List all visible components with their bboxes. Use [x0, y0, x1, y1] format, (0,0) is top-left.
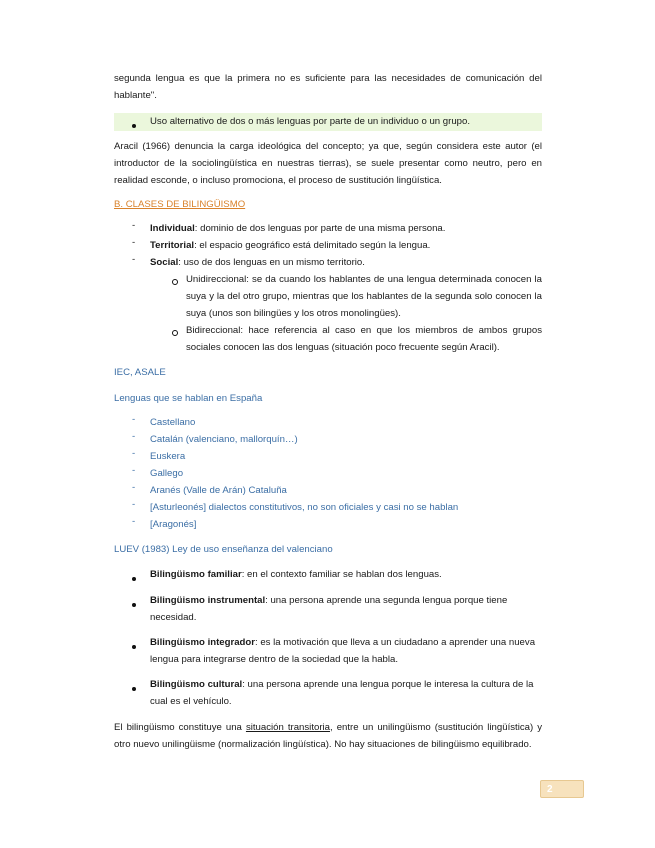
tipo-term: Bilingüismo integrador — [150, 637, 256, 648]
highlighted-bullet-text: Uso alternativo de dos o más lenguas por parte de un individuo o un grupo. — [150, 116, 470, 127]
clase-term: Territorial — [150, 240, 195, 251]
iec-label: IEC, ASALE — [114, 367, 166, 378]
tipo-desc: : es la motivación que lleva a un ciudadano a aprender una nueva lengua para integrarse dentro de la sociedad que la habla. — [150, 637, 536, 665]
bullet-dot-icon — [132, 120, 136, 131]
clase-desc: : el espacio geográfico está delimitado según la lengua. — [194, 240, 431, 251]
tipo-term: Bilingüismo instrumental — [150, 595, 266, 606]
circle-bullet-icon — [172, 328, 178, 339]
tipo-desc: : una persona aprende una segunda lengua porque tiene necesidad. — [150, 595, 508, 623]
page-number-badge: 2 — [540, 780, 584, 798]
situacion-transitoria-text: situación transitoria — [245, 722, 330, 733]
bullet-dot-icon — [132, 573, 136, 584]
aracil-paragraph: Aracil (1966) denuncia la carga ideológica del concepto; ya que, según considera este autor (el introductor de la sociolingüística en nuestras tierras), se suele presentar como neutro, pero en realidad esconde, o incluso promociona, el proceso de sustitución lingüística. — [114, 141, 542, 186]
lenguas-heading: Lenguas que se hablan en España — [114, 393, 263, 404]
tipo-desc: : una persona aprende una lengua porque le interesa la cultura de la cual es el vehículo. — [150, 679, 534, 707]
final-paragraph: El bilingüismo constituye una situación transitoria, entre un unilingüismo (sustitución lingüística) y otro nuevo unilingüisme (normalización lingüística). No hay situaciones de bilingüismo equilibrado. — [114, 722, 543, 750]
clase-term: Individual — [150, 223, 195, 234]
dash-marker: - — [132, 254, 136, 265]
tipo-desc: : en el contexto familiar se hablan dos lenguas. — [241, 569, 442, 580]
tipo-term: Bilingüismo familiar — [150, 569, 242, 580]
bullet-dot-icon — [132, 599, 136, 610]
intro-paragraph: segunda lengua es que la primera no es suficiente para las necesidades de comunicación del hablante". — [114, 73, 542, 101]
bullet-dot-icon — [132, 683, 136, 694]
clase-term: Social — [150, 257, 179, 268]
sub-clase-text: Bidireccional: hace referencia al caso en que los miembros de ambos grupos sociales conocen las dos lenguas (situación poco frecuente según Aracil). — [186, 325, 542, 353]
highlighted-bullet — [114, 113, 542, 131]
circle-bullet-icon — [172, 277, 178, 288]
dash-marker: - — [132, 220, 136, 231]
sub-clase-text: Unidireccional: se da cuando los hablantes de una lengua determinada conocen la suya y la del otro grupo, mientras que los hablantes de la segunda solo conocen la suya (unos son bilingües y los otros monolingües). — [186, 274, 542, 319]
clase-desc: : uso de dos lenguas en un mismo territorio. — [178, 257, 365, 268]
section-b-heading: B. CLASES DE BILINGÜISMO — [114, 199, 246, 210]
luev-heading: LUEV (1983) Ley de uso enseñanza del valenciano — [114, 544, 333, 555]
clase-desc: : dominio de dos lenguas por parte de una misma persona. — [194, 223, 446, 234]
bullet-dot-icon — [132, 641, 136, 652]
dash-marker: - — [132, 237, 136, 248]
tipo-term: Bilingüismo cultural — [150, 679, 243, 690]
